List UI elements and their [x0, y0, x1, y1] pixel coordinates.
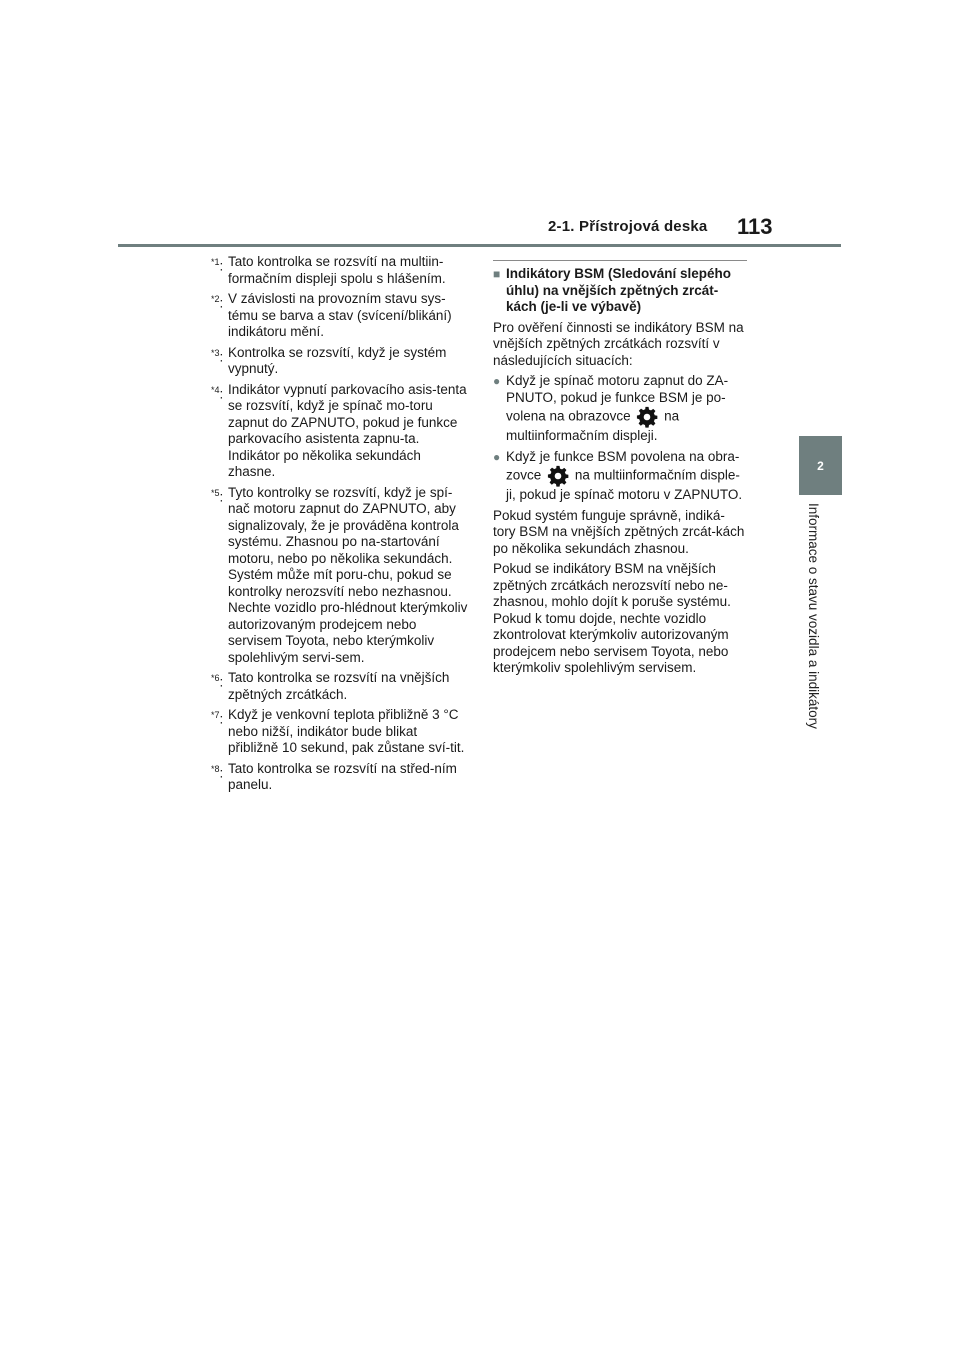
footnote-item [211, 761, 469, 794]
footnote-mark: $^{*5}$: [211, 487, 224, 504]
footnote-item [211, 485, 469, 667]
footnote-mark: $^{*4}$: [211, 384, 224, 401]
section-heading-text: Indikátory BSM (Sledování slepého úhlu) na vnějších zpětných zrcát-kách (je-li ve výbavě) [506, 266, 732, 314]
chapter-side-label: Informace o stavu vozidla a indikátory [806, 503, 821, 729]
footnote-text: Kontrolka se rozsvítí, když je systém vypnutý. [228, 344, 447, 376]
fault-paragraph: Pokud se indikátory BSM na vnějších zpětných zrcátkách nerozsvítí nebo ne-zhasnou, mohlo dojít k poruše systému. Pokud k tomu dojde, nechte vozidlo zkontrolovat kterýmkoliv autorizovaným prodejcem nebo servisem Toyota, nebo kterýmkoliv spolehlivým servisem. [493, 561, 731, 675]
header-rule [118, 244, 841, 247]
section-heading [493, 266, 747, 316]
bullet-item [493, 373, 747, 445]
footnote-text: Tato kontrolka se rozsvítí na střed-ním panelu. [228, 760, 457, 792]
footnote-text: Když je venkovní teplota přibližně 3 °C nebo nižší, indikátor bude blikat přibližně 10 sekund, pak zůstane sví-tit. [228, 707, 465, 755]
footnote-item [211, 670, 469, 703]
square-marker-icon: ■ [493, 267, 501, 281]
footnote-text: Tyto kontrolky se rozsvítí, když je spí-nač motoru zapnut do ZAPNUTO, aby signalizovaly, že je prováděna kontrola systému. Zhasnou po na-startování motoru, nebo po několika sekundách. Systém může mít poru-chu, pokud se kontrolky nerozsvítí nebo nezhasnou. Nechte vozidlo pro-hlédnout kterýmkoliv autorizovaným prodejcem nebo servisem Toyota, nebo kterýmkoliv spolehlivým servi-sem. [228, 484, 468, 665]
bullet-text: Když je spínač motoru zapnut do ZA-PNUTO, pokud je funkce BSM je po-volena na obrazovce na multiinformačním displeji. [506, 373, 729, 443]
circle-bullet-icon: ● [493, 449, 501, 464]
footnote-text: Tato kontrolka se rozsvítí na multiin-formačním displeji spolu s hlášením. [228, 254, 446, 286]
footnote-mark: $^{*7}$: [211, 710, 224, 727]
status-ok-paragraph: Pokud systém funguje správně, indiká-tory BSM na vnějších zpětných zrcát-kách po několika sekundách zhasnou. [493, 507, 745, 556]
header-section-title: 2-1. Přístrojová deska [548, 218, 708, 235]
bsm-section [493, 260, 747, 677]
footnote-mark: $^{*1}$: [211, 257, 224, 274]
footnote-mark: $^{*2}$: [211, 294, 224, 311]
footnote-mark: $^{*3}$: [211, 347, 224, 364]
footnote-text: V závislosti na provozním stavu sys-tému se barva a stav (svícení/blikání) indikátoru mění. [228, 291, 452, 339]
footnote-item [211, 254, 469, 287]
footnote-item [211, 345, 469, 378]
circle-bullet-icon: ● [493, 374, 501, 388]
chapter-tab [799, 436, 842, 495]
footnote-text: Indikátor vypnutí parkovacího asis-tenta se rozsvítí, když je spínač mo-toru zapnut do ZAPNUTO, pokud je funkce parkovacího asistenta zapnu-ta. Indikátor po několika sekundách zhasne. [228, 381, 467, 479]
bullet-item [493, 449, 747, 504]
footnote-mark: $^{*8}$: [211, 763, 224, 780]
bullet-text: Když je funkce BSM povolena na obra-zovce na multiinformačním disple-ji, pokud je spínač motoru v ZAPNUTO. [506, 448, 743, 502]
footnote-text: Tato kontrolka se rozsvítí na vnějších zpětných zrcátkách. [228, 670, 450, 702]
page-number: 113 [737, 214, 773, 239]
chapter-number: 2 [817, 458, 824, 473]
footnote-item [211, 291, 469, 341]
footnote-item [211, 707, 469, 757]
footnote-item [211, 382, 469, 481]
section-divider [493, 260, 747, 261]
footnotes-column [211, 254, 469, 798]
intro-paragraph: Pro ověření činnosti se indikátory BSM na vnějších zpětných zrcátkách rozsvítí v následujících situacích: [493, 319, 744, 368]
footnote-mark: $^{*6}$: [211, 673, 224, 690]
gear-icon [547, 465, 569, 487]
gear-icon [636, 406, 658, 428]
